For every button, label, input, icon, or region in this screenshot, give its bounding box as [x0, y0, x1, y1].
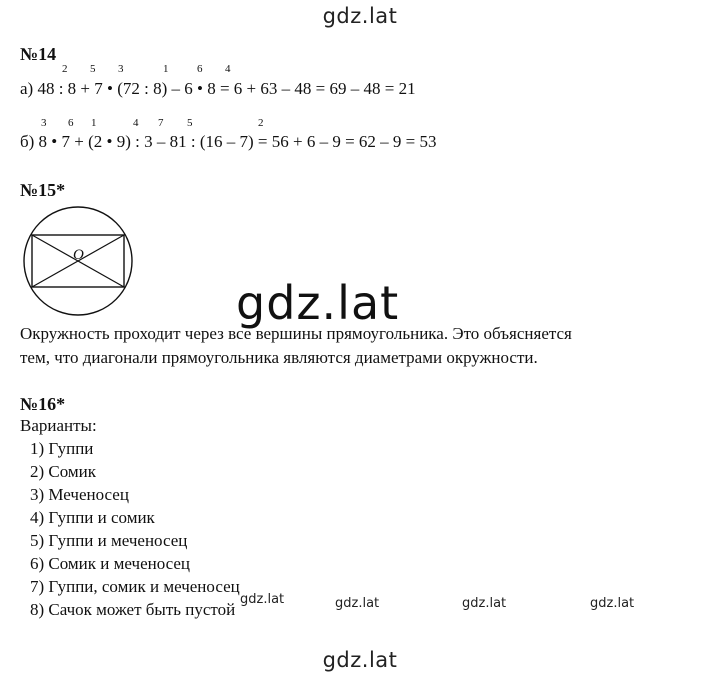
order-b-5: 7 [158, 117, 164, 129]
task-14-number: №14 [20, 44, 57, 64]
watermark-small-3: gdz.lat [462, 596, 507, 611]
order-b-6: 5 [187, 117, 193, 129]
list-item: 2) Сомик [30, 462, 97, 481]
order-a-3: 3 [118, 63, 124, 75]
order-b-3: 1 [91, 117, 97, 129]
order-a-6: 4 [225, 63, 231, 75]
order-a-4: 1 [163, 63, 169, 75]
task-15-number: №15* [20, 180, 66, 200]
list-item: 7) Гуппи, сомик и меченосец [30, 577, 240, 596]
task-16-list [20, 414, 240, 621]
watermark-large: gdz.lat [236, 276, 400, 330]
task-15-explanation [20, 322, 710, 370]
watermark-small-1: gdz.lat [240, 592, 285, 607]
watermark-small-4: gdz.lat [590, 596, 635, 611]
order-a-1: 2 [62, 63, 68, 75]
list-item: 8) Сачок может быть пустой [30, 600, 236, 619]
watermark-small-2: gdz.lat [335, 596, 380, 611]
list-item: 4) Гуппи и сомик [30, 508, 155, 527]
list-item: 3) Меченосец [30, 485, 129, 504]
task-16-intro: Варианты: [20, 416, 97, 435]
list-item: 6) Сомик и меченосец [30, 554, 191, 573]
list-item: 5) Гуппи и меченосец [30, 531, 188, 550]
watermark-top: gdz.lat [322, 4, 398, 28]
order-a-5: 6 [197, 63, 203, 75]
task-16-number: №16* [20, 394, 66, 414]
center-label: O [73, 247, 84, 263]
list-item: 1) Гуппи [30, 439, 94, 458]
watermark-bottom: gdz.lat [322, 648, 398, 672]
circle-rectangle-figure [22, 205, 134, 317]
order-b-7: 2 [258, 117, 264, 129]
task-14-line-b: б) 8 • 7 + (2 • 9) : 3 – 81 : (16 – 7) = 56 + 6 – 9 = 62 – 9 = 53 [20, 132, 437, 151]
order-b-1: 3 [41, 117, 47, 129]
task-14-line-a: а) 48 : 8 + 7 • (72 : 8) – 6 • 8 = 6 + 63 – 48 = 69 – 48 = 21 [20, 79, 416, 98]
task-15-text-line-1: Окружность проходит через все вершины прямоугольника. Это объясняется [20, 324, 572, 343]
order-b-4: 4 [133, 117, 139, 129]
order-a-2: 5 [90, 63, 96, 75]
task-15-text-line-2: тем, что диагонали прямоугольника являются диаметрами окружности. [20, 348, 538, 367]
order-b-2: 6 [68, 117, 74, 129]
